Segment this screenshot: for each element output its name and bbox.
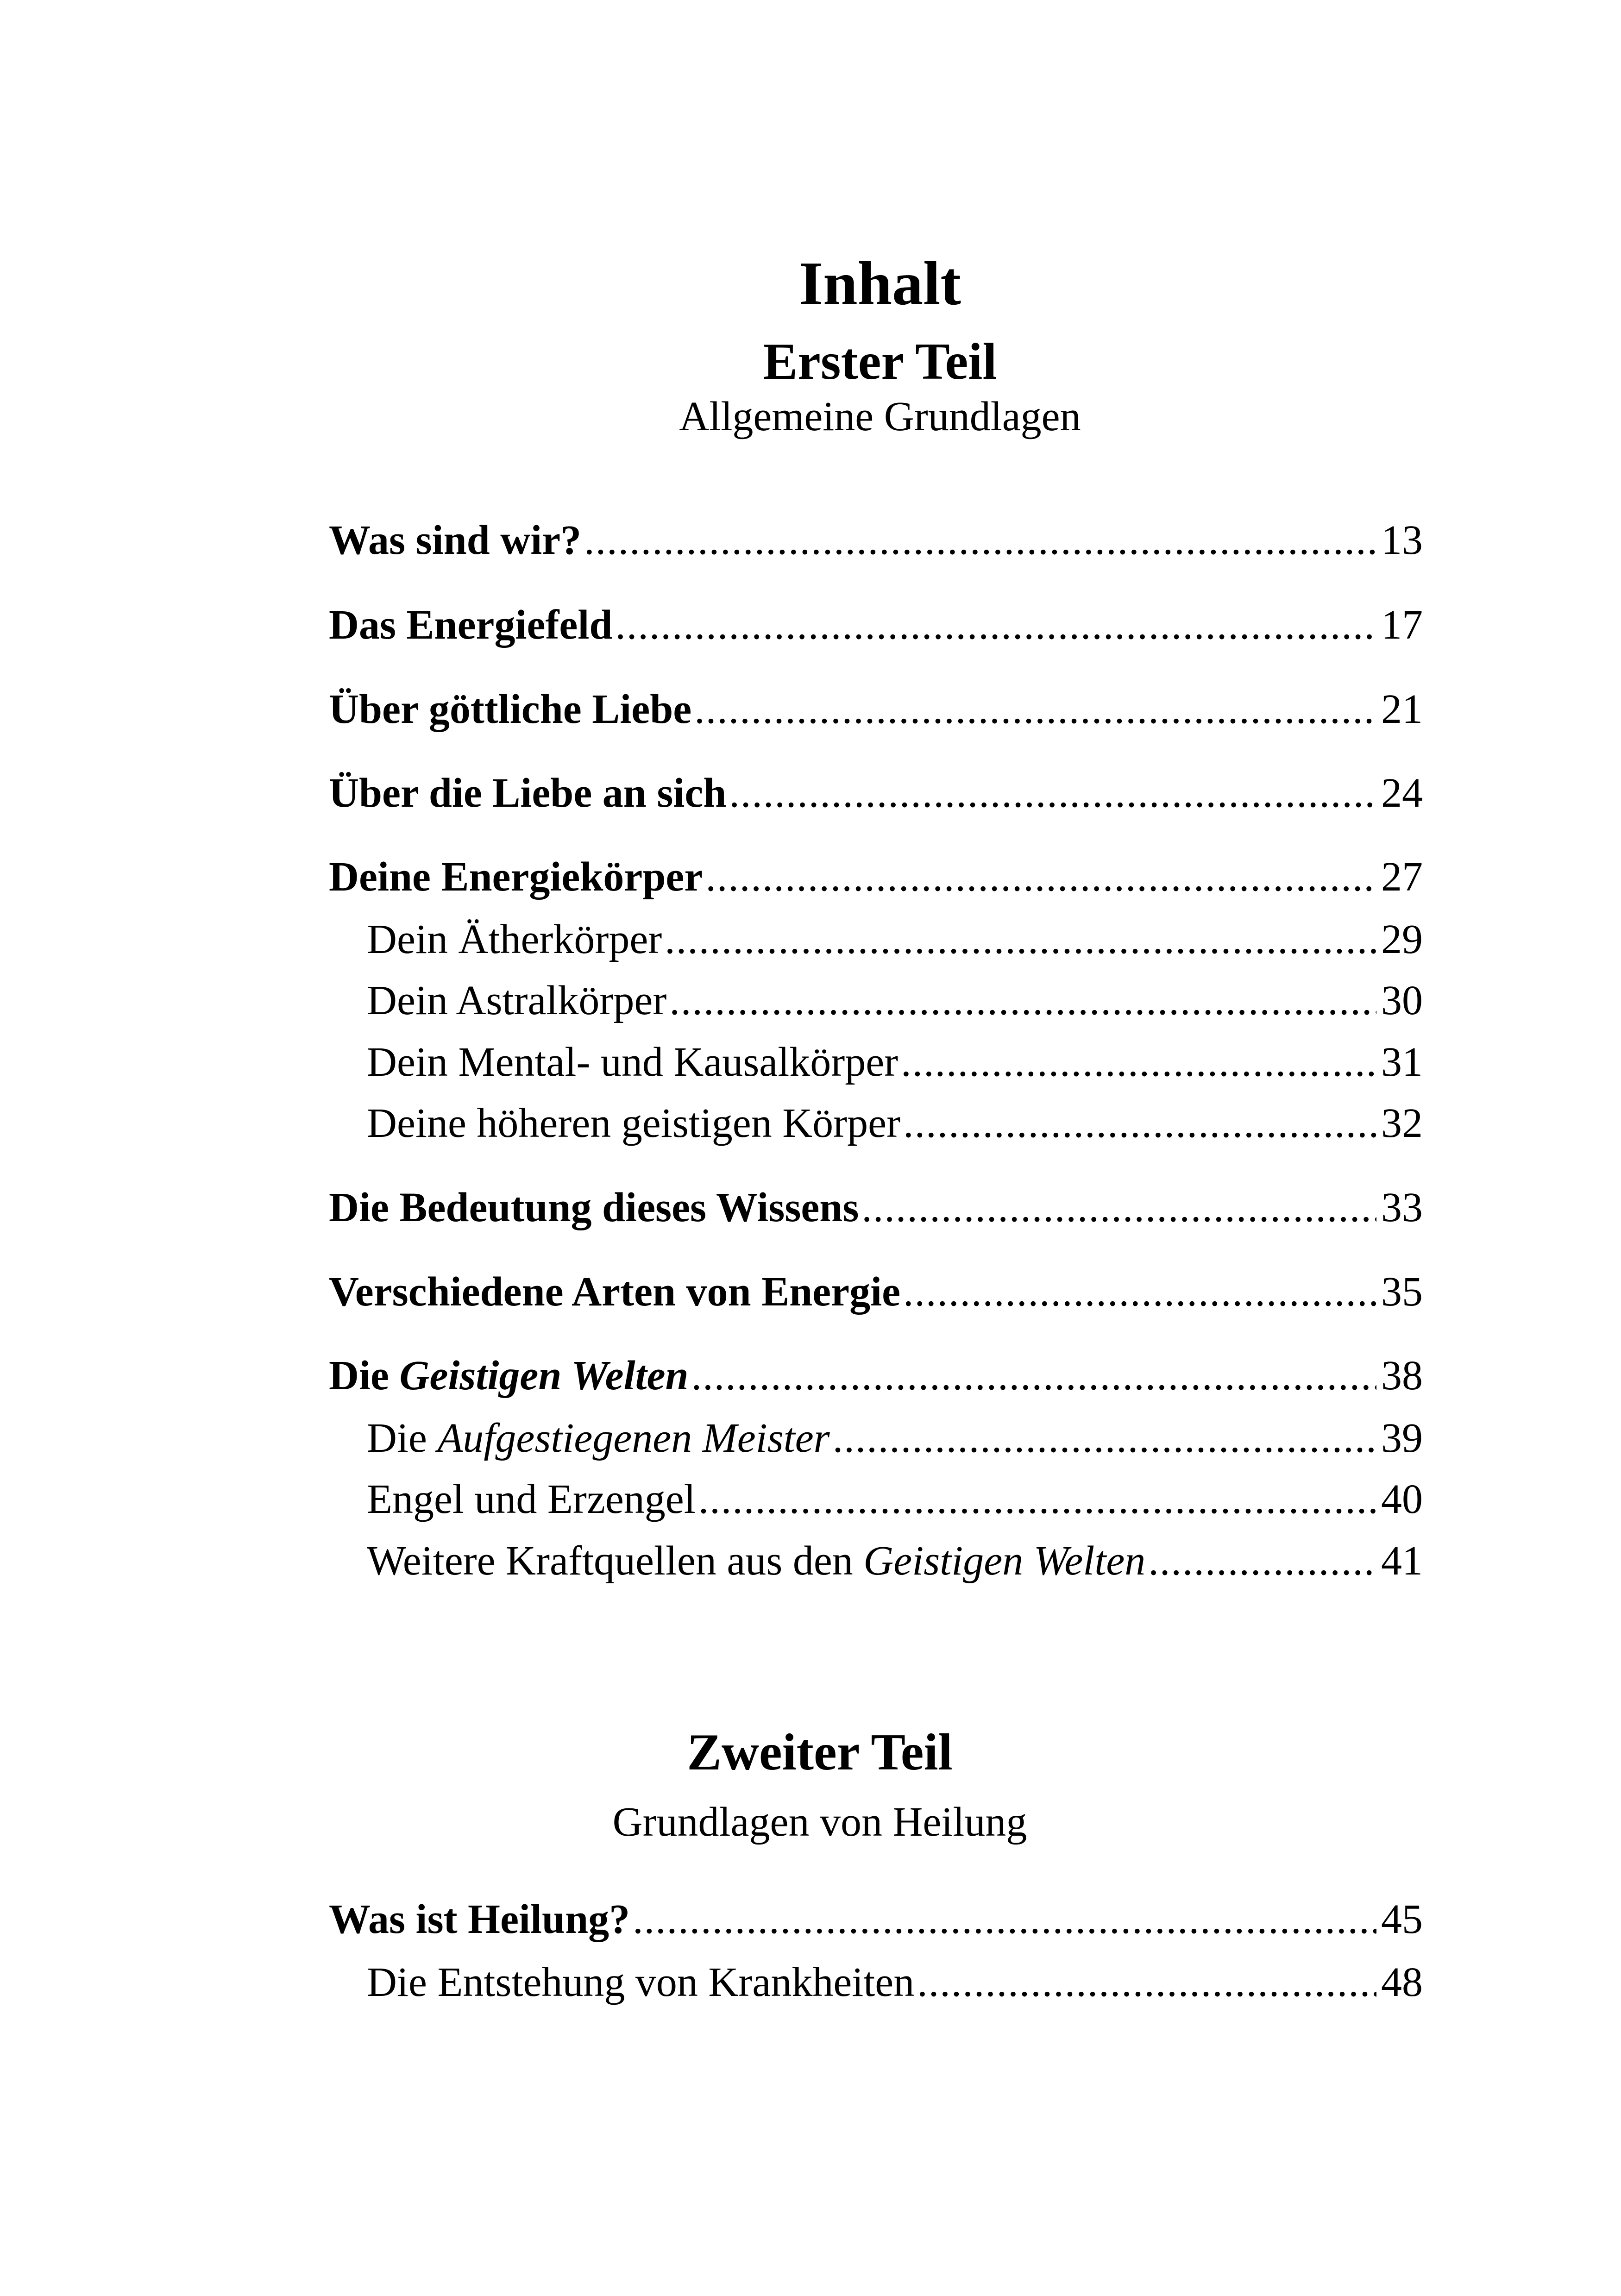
toc-entry[interactable] <box>329 772 1423 814</box>
toc-entry-title-italic: Geistigen Welten <box>863 1538 1146 1584</box>
toc-entry-title: Über die Liebe an sich <box>329 770 727 816</box>
dot-leader <box>705 856 1376 898</box>
toc-entry[interactable] <box>329 1271 1423 1313</box>
toc-entry-title: Die Entstehung von Krankheiten <box>367 1959 915 2005</box>
toc-entry[interactable] <box>329 1355 1423 1397</box>
toc-subentry[interactable] <box>367 1415 1423 1461</box>
dot-leader <box>669 980 1376 1022</box>
toc-entry-page: 31 <box>1381 1039 1423 1085</box>
part-2-heading: Zweiter Teil <box>687 1724 953 1781</box>
toc-entry[interactable] <box>329 517 1423 563</box>
dot-leader <box>698 1479 1376 1520</box>
toc-entry-page: 39 <box>1381 1415 1423 1461</box>
dot-leader <box>584 520 1376 561</box>
toc-entry[interactable] <box>329 686 1423 732</box>
toc-entry-page: 17 <box>1381 602 1423 648</box>
toc-entry-title: Deine Energiekörper <box>329 854 703 900</box>
toc-entry-title: Was ist Heilung? <box>329 1896 630 1942</box>
toc-subentry[interactable] <box>367 1041 1423 1083</box>
toc-entry-page: 30 <box>1381 978 1423 1023</box>
toc-entry-page: 38 <box>1381 1353 1423 1399</box>
part-1-heading: Erster Teil <box>763 333 997 390</box>
toc-entry-title: Dein Mental- und Kausalkörper <box>367 1039 898 1085</box>
dot-leader <box>917 1962 1376 2003</box>
dot-leader <box>833 1418 1376 1459</box>
toc-subentry[interactable] <box>367 916 1423 962</box>
toc-entry-page: 48 <box>1381 1959 1423 2005</box>
toc-entry-page: 29 <box>1381 916 1423 962</box>
toc-entry-title: Über göttliche Liebe <box>329 686 692 732</box>
toc-entry-page: 21 <box>1381 686 1423 732</box>
toc-entry-title-italic: Aufgestiegenen Meister <box>437 1415 830 1461</box>
toc-entry-page: 32 <box>1381 1100 1423 1146</box>
toc-subentry[interactable] <box>367 980 1423 1022</box>
dot-leader <box>729 772 1376 814</box>
dot-leader <box>903 1103 1376 1144</box>
toc-entry-page: 27 <box>1381 854 1423 900</box>
dot-leader <box>665 919 1376 960</box>
dot-leader <box>694 689 1376 730</box>
toc-entry-page: 13 <box>1381 517 1423 563</box>
toc-entry[interactable] <box>329 604 1423 646</box>
toc-subentry[interactable] <box>367 1959 1423 2005</box>
toc-entry-title-plain: Die <box>329 1353 400 1399</box>
toc-entry-page: 24 <box>1381 770 1423 816</box>
dot-leader <box>861 1187 1376 1229</box>
toc-entry-title <box>367 1540 1145 1582</box>
page-title: Inhalt <box>798 249 961 318</box>
toc-entry-title-italic: Geistigen Welten <box>399 1353 689 1399</box>
toc-subentry[interactable] <box>367 1476 1423 1522</box>
toc-entry-page: 41 <box>1381 1538 1423 1584</box>
toc-entry-title: Das Energiefeld <box>329 602 613 648</box>
toc-entry-title-plain: Weitere Kraftquellen aus den <box>367 1538 864 1584</box>
toc-subentry[interactable] <box>367 1540 1423 1582</box>
toc-entry-page: 40 <box>1381 1476 1423 1522</box>
dot-leader <box>901 1041 1376 1083</box>
toc-entry-title-plain: Die <box>367 1415 438 1461</box>
toc-entry-page: 35 <box>1381 1269 1423 1315</box>
toc-entry-title: Was sind wir? <box>329 517 582 563</box>
part-1-subtitle: Allgemeine Grundlagen <box>679 394 1081 439</box>
toc-entry[interactable] <box>329 1187 1423 1229</box>
toc-entry-title: Die Bedeutung dieses Wissens <box>329 1185 859 1230</box>
toc-entry-title <box>367 1415 830 1461</box>
dot-leader <box>1148 1540 1376 1582</box>
toc-entry-title: Verschiedene Arten von Energie <box>329 1269 901 1315</box>
toc-entry-page: 45 <box>1381 1896 1423 1942</box>
toc-subentry[interactable] <box>367 1100 1423 1146</box>
dot-leader <box>615 604 1376 646</box>
toc-entry-title: Dein Ätherkörper <box>367 916 662 962</box>
toc-entry[interactable] <box>329 856 1423 898</box>
toc-entry-title: Engel und Erzengel <box>367 1476 696 1522</box>
toc-entry-title: Dein Astralkörper <box>367 978 667 1023</box>
part-2-subtitle: Grundlagen von Heilung <box>612 1799 1027 1845</box>
toc-entry[interactable] <box>329 1896 1423 1942</box>
dot-leader <box>691 1355 1376 1397</box>
toc-entry-title <box>329 1355 689 1397</box>
dot-leader <box>633 1899 1376 1940</box>
toc-entry-title: Deine höheren geistigen Körper <box>367 1100 901 1146</box>
dot-leader <box>903 1271 1376 1313</box>
toc-entry-page: 33 <box>1381 1185 1423 1230</box>
